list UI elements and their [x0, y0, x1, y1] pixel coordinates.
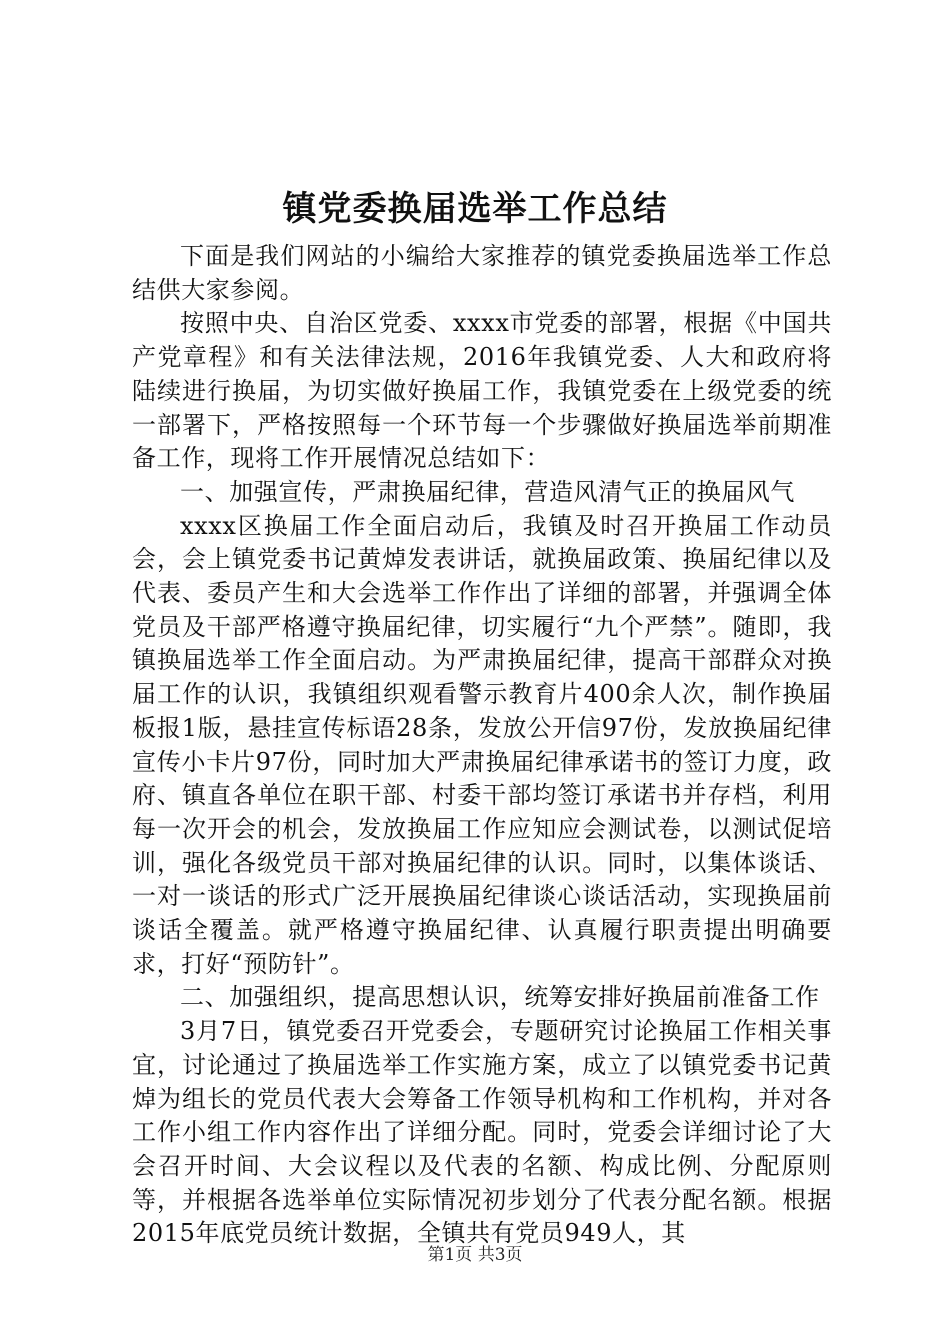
paragraph-section-2: 3月7日，镇党委召开党委会，专题研究讨论换届工作相关事宜，讨论通过了换届选举工作实施方案，成立了以镇党委书记黄焯为组长的党员代表大会筹备工作领导机构和工作机构，并对各工作小组工作内容作出了详细分配。同时，党委会详细讨论了大会召开时间、大会议程以及代表的名额、构成比例、分配原则等，并根据各选举单位实际情况初步划分了代表分配名额。根据2015年底党员统计数据，全镇共有党员949人，其: [132, 1017, 832, 1248]
document-title: 镇党委换届选举工作总结: [282, 189, 668, 229]
paragraph-background: 按照中央、自治区党委、xxxx市党委的部署，根据《中国共产党章程》和有关法律法规，2016年我镇党委、人大和政府将陆续进行换届，为切实做好换届工作，我镇党委在上级党委的统一部署下，严格按照每一个环节每一个步骤做好换届选举前期准备工作，现将工作开展情况总结如下：: [132, 309, 832, 473]
section-heading-2: 二、加强组织，提高思想认识，统筹安排好换届前准备工作: [180, 983, 820, 1012]
section-heading-1: 一、加强宣传，严肃换届纪律，营造风清气正的换届风气: [180, 477, 795, 506]
document-body: [132, 240, 832, 1251]
paragraph-section-1: xxxx区换届工作全面启动后，我镇及时召开换届工作动员会，会上镇党委书记黄焯发表讲话，就换届政策、换届纪律以及代表、委员产生和大会选举工作作出了详细的部署，并强调全体党员及干部严格遵守换届纪律，切实履行“九个严禁”。随即，我镇换届选举工作全面启动。为严肃换届纪律，提高干部群众对换届工作的认识，我镇组织观看警示教育片400余人次，制作换届板报1版，悬挂宣传标语28条，发放公开信97份，发放换届纪律宣传小卡片97份，同时加大严肃换届纪律承诺书的签订力度，政府、镇直各单位在职干部、村委干部均签订承诺书并存档，利用每一次开会的机会，发放换届工作应知应会测试卷，以测试促培训，强化各级党员干部对换届纪律的认识。同时，以集体谈话、一对一谈话的形式广泛开展换届纪律谈心谈话活动，实现换届前谈话全覆盖。就严格遵守换届纪律、认真履行职责提出明确要求，打好“预防针”。: [132, 511, 832, 978]
page-number-footer: 第1页 共3页: [427, 1245, 523, 1265]
paragraph-intro: 下面是我们网站的小编给大家推荐的镇党委换届选举工作总结供大家参阅。: [132, 242, 832, 304]
